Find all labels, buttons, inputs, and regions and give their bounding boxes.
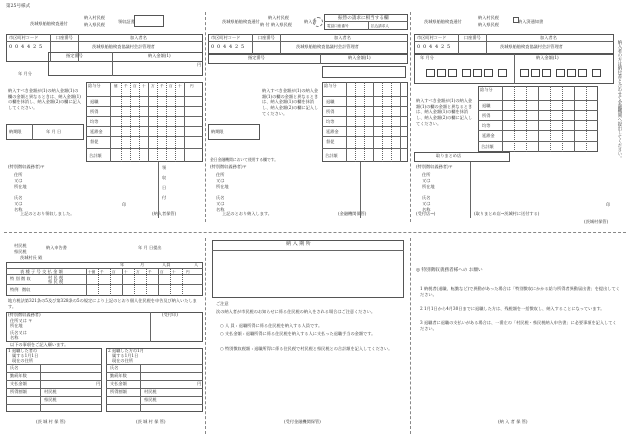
slip2-row-4: 延滞金 — [326, 129, 339, 134]
slip1-addr-1: 住所 — [14, 172, 23, 177]
slip1-digit-1: 0 — [9, 44, 13, 50]
slip2-payee-name: 茨城県船舶検査協議村会計管理者 — [296, 44, 359, 49]
slip2-row-6: 合計額 — [325, 153, 338, 158]
decl-sub2-yen: 円 — [197, 381, 202, 386]
slip1-seal: 印 — [122, 202, 127, 207]
slip2-digit-1: 0 — [211, 44, 215, 50]
slip3-amount-digit-box[interactable] — [592, 69, 601, 77]
decl-row-2: 県 民 税 — [48, 279, 64, 284]
slip3-row-1: 退職 — [482, 103, 491, 108]
slip3-row-2: 所得 — [482, 113, 491, 118]
slip3-amount-digit-box[interactable] — [578, 69, 587, 77]
slip1-stamp-box — [134, 15, 164, 27]
decl-sub1-r4: 村民税 — [44, 389, 57, 394]
caution-text-1: ○ 人 員 : 退職所得に係る住民税を納入する人員です。 — [220, 323, 323, 328]
perforation-4 — [410, 238, 411, 434]
slip1-recv-3: 日 — [162, 185, 167, 190]
slip2-digit-2: 0 — [217, 44, 221, 50]
slip1-payee-name: 茨城県船舶検査協議村会計管理者 — [92, 44, 155, 49]
decl-addr-1: 住所又は 〒 — [10, 318, 33, 323]
decl-sub2-title: 2 退職した方の1月 — [108, 348, 144, 353]
slip3-summary-label: 取りまとめ店 — [436, 153, 462, 158]
decl-sub1-r5: 県民税 — [44, 397, 57, 402]
slip3-row-3: 均等 — [482, 123, 491, 128]
slip3-addr-3: 所在地 — [422, 184, 435, 189]
request-footer: (納 入 者 保 管) — [498, 419, 528, 424]
decl-unit-5: 千 — [148, 269, 152, 274]
slip2-transfer-sub1: 電話口座番号 — [327, 23, 349, 28]
request-title: ◎ 特別徴収義務者様への お願い — [416, 268, 483, 273]
slip3-mark-box — [513, 17, 519, 23]
slip2-transfer-title: 振替の請求に相当する欄 — [338, 15, 389, 21]
decl-summary-label: 納入申告書 — [46, 245, 67, 250]
perforation-horizontal — [4, 232, 626, 233]
slip3-header-left: 茨城県船舶検査通付 — [424, 19, 462, 24]
slip1-unit-8: 円 — [190, 84, 194, 88]
slip2-name-1: 氏名 — [216, 195, 225, 200]
decl-tax-line1: 村民税 — [14, 243, 27, 248]
caution-text-0: 次の納入者が市民税のお知らせに係る住民税の納入をされる場合はご注意ください。 — [216, 309, 376, 314]
decl-unit-1: 千 — [100, 269, 104, 274]
slip1-tax-grid — [86, 82, 203, 162]
decl-unit-4: 万 — [136, 269, 140, 274]
decl-sub1-line1: 属する1月1日 — [12, 353, 39, 358]
slip1-designated-label: 指定番号 — [66, 53, 83, 58]
slip1-row-3: 均等 — [90, 119, 99, 124]
decl-sub1-title: 1 退職した者の — [8, 348, 38, 353]
decl-row-4: 徴収 — [22, 287, 31, 292]
decl-receipt-label: (受付印) — [162, 312, 178, 317]
slip3-row-6: 合計額 — [481, 144, 494, 149]
slip1-row-6: 合計額 — [89, 153, 102, 158]
decl-sub2-r2: 支払金額 — [110, 381, 127, 386]
slip1-month-year: 年 月分 — [18, 71, 32, 76]
slip1-yen: 円 — [197, 62, 202, 67]
slip3-account-label: 口座番号 — [464, 34, 481, 40]
slip1-name-2: 又は — [14, 201, 23, 206]
decl-date-label: 年 月 日提出 — [138, 245, 162, 250]
slip2-footer-left: 上記のとおり納入します。 — [222, 211, 272, 216]
slip1-header-right: 領収証書 — [118, 19, 135, 24]
decl-unit-6: 百 — [160, 269, 164, 274]
slip1-addr-head: (特別徴収義務者)〒 — [8, 164, 45, 169]
slip2-header-stamp: 納入書 — [304, 19, 317, 24]
slip1-note: 納入すべき金額が(1)の納入金額(1)の欄の金額と異なるときは、納入金額(1)の欄を抹消し、納入金額(2)の欄に記入してください。 — [8, 88, 81, 111]
slip1-recv-1: 領 — [162, 165, 167, 170]
decl-sub1-r1: 勤続年数 — [10, 373, 27, 378]
slip3-seal: 印 — [606, 202, 611, 207]
slip2-row-3: 均等 — [326, 119, 335, 124]
request-item-2: 2 1月1日から4月30日までに退職した方は、残税額を一括徴収し、納入することになっています。 — [420, 306, 605, 311]
slip1-digit-2: 0 — [15, 44, 19, 50]
slip2-row-0: 給与分 — [324, 83, 337, 88]
slip1-unit-1: 千 — [124, 84, 128, 88]
caution-text-2: ○ 支払金額 : 退職所得に係る住民税を納入する人に支払った退職手当の金額です。 — [220, 331, 376, 336]
slip3-amount-digit-box[interactable] — [498, 69, 507, 77]
slip1-payee-label: 加入者名 — [130, 34, 147, 40]
slip2-row-1: 退職 — [326, 99, 335, 104]
slip1-name-1: 氏名 — [14, 195, 23, 200]
slip2-header-left: 茨城県船舶検査通付 — [222, 19, 260, 24]
slip1-digit-6: 5 — [39, 44, 43, 50]
decl-name-2: 名称 — [10, 335, 19, 340]
slip3-footer-right: (茨城村保管) — [584, 219, 609, 224]
slip2-stamp-circle — [313, 17, 323, 27]
slip2-addr-1: 住所 — [216, 172, 225, 177]
slip2-note: 納入すべき金額が(1)の納入金額(1)の欄の金額と異なるときは、納入金額(1)の欄を抹消し、納入金額(2)の欄に記入してください。 — [262, 88, 319, 116]
slip3-amount-digit-box[interactable] — [437, 69, 446, 77]
decl-sub1-r3: 所得割額 — [10, 389, 27, 394]
slip3-side-text: 納入者の方は納付書と合わせて金融機関へ提出してください。 — [616, 40, 622, 161]
decl-note: 地方税法第321条の5及び第328条の5の規定により上記のとおり個人住民税を申告及び納入いたします。 — [8, 298, 197, 309]
slip1-unit-7: 十 — [178, 84, 182, 88]
slip3-name-3: 名称 — [422, 207, 431, 212]
slip2-digit-5: 2 — [235, 44, 239, 50]
slip3-digit-2: 0 — [423, 44, 427, 50]
decl-row-0: 特 別 徴 収 — [10, 276, 31, 281]
decl-sub1-yen: 円 — [96, 381, 101, 386]
slip1-amount-label: 納入金額(1) — [148, 53, 171, 58]
slip3-name-1: 氏名 — [422, 195, 431, 200]
slip2-designated-row[interactable] — [208, 54, 408, 64]
decl-unit-3: 十 — [124, 269, 128, 274]
slip1-row-5: 督促 — [90, 139, 99, 144]
slip3-header-mid2: 納入県民税 — [478, 22, 499, 27]
slip1-unit-5: 千 — [160, 84, 164, 88]
decl-head-row: 表 種 子 号 交 払 金 額 — [20, 268, 63, 274]
slip2-addr-head: (特別徴収義務者)〒 — [210, 164, 247, 169]
slip2-name-2: 又は — [216, 201, 225, 206]
slip1-row-4: 延滞金 — [90, 129, 103, 134]
decl-period-person: 人 — [194, 262, 199, 267]
slip3-amount-digit-box[interactable] — [542, 69, 551, 77]
slip3-amount-digit-box[interactable] — [426, 69, 435, 77]
slip3-amount-digit-box[interactable] — [520, 69, 529, 77]
slip1-recv-4: 付 — [162, 195, 167, 200]
slip1-addr-3: 所在地 — [14, 184, 27, 189]
slip1-header-mid1: 納入村民税 — [84, 15, 105, 20]
slip3-amount-label: 納入金額(1) — [536, 55, 559, 60]
slip1-digit-3: 4 — [21, 44, 25, 50]
decl-sub1-r2: 支払金額 — [10, 381, 27, 386]
decl-row-1: 村 民 税 — [48, 275, 64, 280]
slip2-digit-4: 4 — [229, 44, 233, 50]
slip3-amount-digit-box[interactable] — [448, 69, 457, 77]
perforation-3 — [205, 238, 206, 434]
slip1-period-label: 納期限 — [9, 129, 22, 134]
slip1-row-2: 所得 — [90, 109, 99, 114]
decl-sub2-r5: 県民税 — [144, 397, 157, 402]
decl-sub2-r3: 所得割額 — [110, 389, 127, 394]
caution-text-3: ○ 特別徴収税額 : 退職所得に係る住民税で村民税と県民税との合計額を記入してください。 — [220, 346, 393, 351]
slip3-city-code-label: 市区町村コード — [417, 34, 447, 40]
slip3-addr-1: 住所 — [422, 172, 431, 177]
slip2-addr-3: 所在地 — [216, 184, 229, 189]
slip3-footer-mid: (取りまとめ店→茨城村に送付する) — [474, 211, 540, 216]
slip3-summary-row — [414, 152, 510, 162]
payment-place-footer: (受付金融機関保管) — [284, 419, 321, 424]
slip3-note: 納入すべき金額が(1)の納入金額(1)の欄の金額と異なるときは、納入金額(1)の欄を抹消し、納入金額(2)の欄に記入してください。 — [416, 98, 473, 126]
slip3-digit-5: 2 — [441, 44, 445, 50]
slip1-recv-2: 収 — [162, 175, 167, 180]
decl-row-3: 特例 — [10, 287, 19, 292]
decl-sub1-line2: 現在の住所 — [12, 358, 33, 363]
slip2-amount-label: 納入金額(1) — [348, 55, 371, 60]
slip1-name-3: 名称 — [14, 207, 23, 212]
slip3-payee-label: 加入者名 — [540, 34, 557, 40]
slip2-name-3: 名称 — [216, 207, 225, 212]
caution-title: ご注意 — [216, 301, 229, 306]
slip1-unit-3: 十 — [142, 84, 146, 88]
slip1-digit-4: 4 — [27, 44, 31, 50]
slip1-row-1: 退職 — [90, 99, 99, 104]
slip3-amount-digit-box[interactable] — [462, 69, 471, 77]
decl-sub2-line1: 属する1月1日 — [112, 353, 139, 358]
slip3-digit-1: 0 — [417, 44, 421, 50]
slip3-digit-4: 4 — [435, 44, 439, 50]
slip3-amount-digit-box[interactable] — [531, 69, 540, 77]
decl-period-y: 年 — [120, 262, 125, 267]
decl-sub2-line2: 現在の住所 — [112, 358, 133, 363]
slip2-footer-right: (金融機関保管) — [338, 211, 367, 216]
slip3-digit-6: 5 — [447, 44, 451, 50]
slip2-amount-field[interactable] — [322, 66, 406, 78]
slip3-amount-digit-box[interactable] — [473, 69, 482, 77]
slip1-unit-6: 百 — [169, 84, 173, 88]
perforation-2 — [410, 12, 411, 222]
slip1-period-date: 年 月 日 — [46, 129, 62, 134]
slip3-name-2: 又は — [422, 201, 431, 206]
slip3-addr-head: (特別徴収義務者)〒 — [416, 164, 453, 169]
slip2-transfer-sub2: 払込請求人 — [371, 23, 389, 28]
slip1-account-label: 口座番号 — [56, 34, 73, 40]
decl-period-m: 月 — [140, 262, 145, 267]
form-id: 第25号様式 — [6, 4, 31, 9]
payment-place-box — [212, 240, 404, 298]
slip2-digit-3: 4 — [223, 44, 227, 50]
slip2-header-mid2: 納 付 納入県民税 — [260, 22, 292, 27]
slip3-addr-2: 又は — [422, 178, 431, 183]
decl-period-staff: 人員 — [162, 262, 171, 267]
slip1-addr-2: 又は — [14, 178, 23, 183]
perforation-1 — [205, 12, 206, 222]
decl-addr-2: 所在地 — [10, 323, 23, 328]
slip1-unit-0: 億 — [114, 84, 118, 88]
decl-addr-head: (特別徴収義務者) — [8, 312, 41, 317]
slip2-period-label: 納期限 — [211, 129, 224, 134]
decl-split-title: 以下の事項をご記入願います。 — [10, 342, 69, 347]
slip3-amount-digit-box[interactable] — [567, 69, 576, 77]
slip3-footer-left: (受付店→) — [416, 211, 436, 216]
slip2-bottom-note: 金日金融機関において使用する欄です。 — [210, 157, 279, 162]
slip1-unit-4: 万 — [151, 84, 155, 88]
decl-unit-8: 円 — [186, 269, 190, 274]
decl-tax-line2: 県民税 — [14, 249, 27, 254]
slip1-row-0: 給与分 — [88, 83, 101, 88]
slip2-city-code-label: 市区町村コード — [211, 34, 241, 40]
slip3-row-4: 延滞金 — [482, 133, 495, 138]
decl-sub2-r0: 氏名 — [110, 365, 119, 370]
slip3-payee-name: 茨城県船舶検査協議村会計管理者 — [500, 44, 563, 49]
slip2-row-2: 所得 — [326, 109, 335, 114]
request-item-3: 3 退職者に退職の支払いがある場合は、一番左の「村民税・県民税納入申告書」に必要事項を記入してください。 — [420, 320, 617, 331]
decl-sub1-r0: 氏名 — [10, 365, 19, 370]
slip3-header-mid1: 納入村民税 — [478, 15, 499, 20]
slip3-digit-3: 4 — [429, 44, 433, 50]
request-item-1: 1 納税者(退職、転勤など)で異動があった場合は「特別徴収にかかる給与所得者異動届出書」を提出してください。 — [420, 286, 620, 297]
slip1-footer-left: 上記のとおり領収しました。 — [20, 211, 75, 216]
decl-footer1: (茨 城 村 保 管) — [36, 419, 66, 424]
decl-sub2-r1: 勤続年数 — [110, 373, 127, 378]
slip3-header-right: 納入済通知書 — [518, 19, 544, 24]
slip2-payee-label: 加入者名 — [334, 34, 351, 40]
slip2-tax-grid — [322, 82, 408, 162]
decl-unit-0: 十億 — [88, 269, 96, 274]
slip1-digit-5: 2 — [33, 44, 37, 50]
decl-footer2: (茨 城 村 保 管) — [136, 419, 166, 424]
slip1-footer-right: (納入者保管) — [152, 211, 177, 216]
decl-name-1: 氏名又は — [10, 330, 27, 335]
slip2-designated-label: 指定番号 — [248, 55, 265, 60]
slip2-digit-6: 5 — [241, 44, 245, 50]
slip3-row-0: 給与分 — [480, 87, 493, 92]
payment-place-title: 納 入 期 所 — [286, 241, 311, 247]
slip3-month-year: 年 月分 — [420, 55, 434, 60]
slip2-account-label: 口座番号 — [258, 34, 275, 40]
decl-unit-7: 十 — [172, 269, 176, 274]
slip2-addr-2: 又は — [216, 178, 225, 183]
slip2-row-5: 督促 — [326, 139, 335, 144]
slip3-amount-digit-box[interactable] — [484, 69, 493, 77]
slip1-city-code-label: 市区町村コード — [9, 34, 39, 40]
slip2-header-mid1: 納入村民税 — [268, 15, 289, 20]
decl-unit-2: 百 — [112, 269, 116, 274]
slip3-amount-digit-box[interactable] — [556, 69, 565, 77]
decl-sub2-r4: 村民税 — [144, 389, 157, 394]
slip1-header-org: 茨城県船舶検査通付 — [30, 21, 68, 26]
slip1-header-mid2: 納入県民税 — [84, 22, 105, 27]
decl-received-by: 茨城村長 殿 — [20, 255, 43, 260]
slip1-unit-2: 百 — [133, 84, 137, 88]
